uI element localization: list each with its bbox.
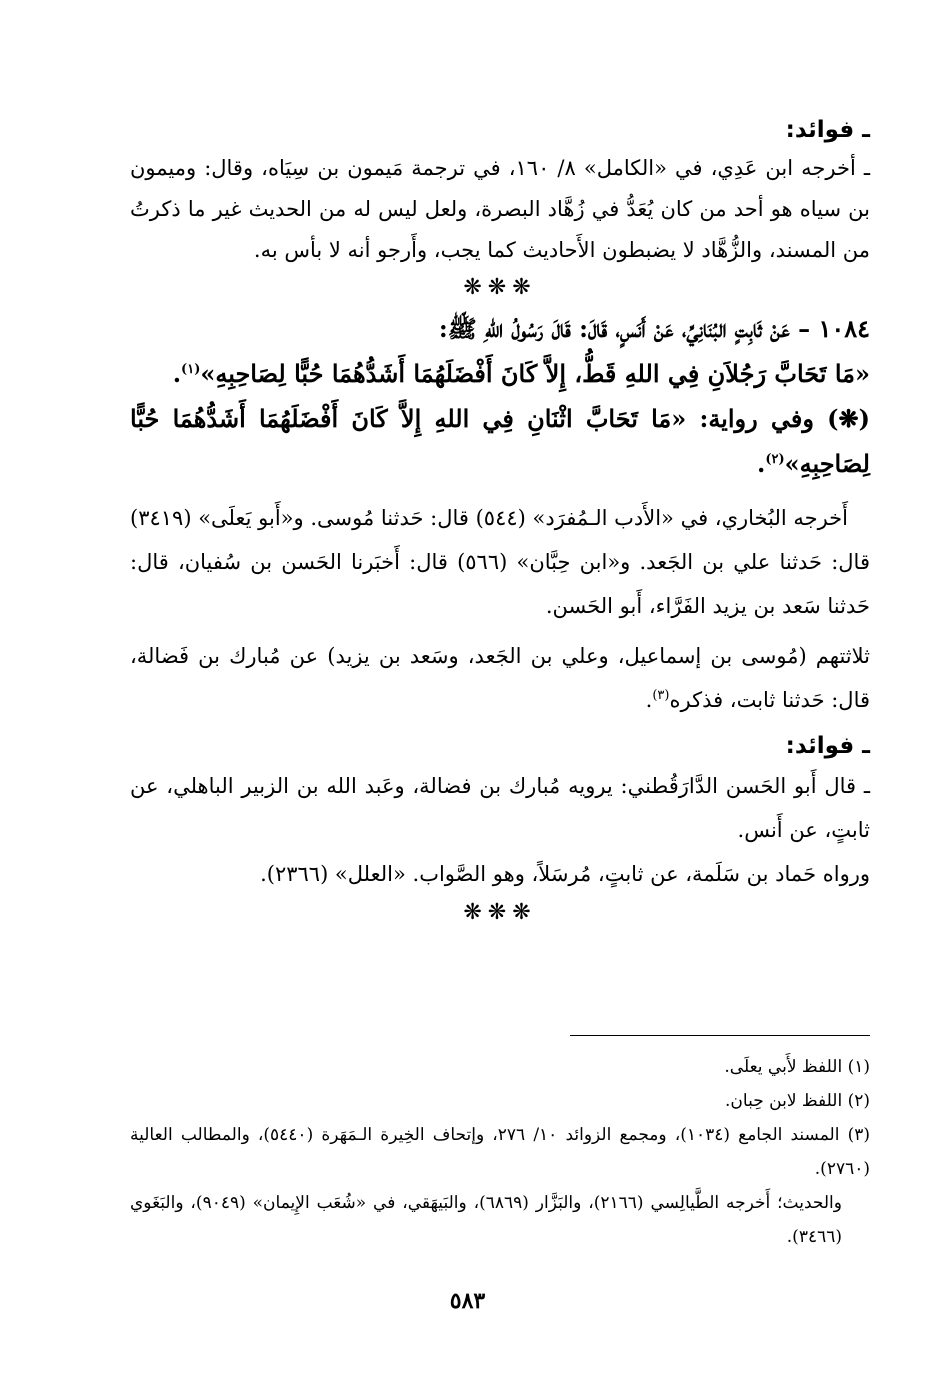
chain-paragraph <box>130 634 870 722</box>
section-separator-2: ❋❋❋ <box>463 900 537 925</box>
fawaid-paragraph: ـ أخرجه ابن عَدِي، في «الكامل» ٨/ ١٦٠، في ترجمة مَيمون بن سِيَاه، وقال: وميمون بن سياه هو أحد من كان يُعَدُّ في زُهَّاد البصرة، ولعل ليس له من الحديث غير ما ذكرتُ من المسند، والزُّهَّاد لا يضبطون الأَحاديث كما يجب، وأَرجو أنه لا بأس به. <box>130 156 870 262</box>
footnote-divider <box>570 1035 870 1036</box>
daraqutni-paragraph: ـ قال أَبو الحَسن الدَّارَقُطني: يرويه مُبارك بن فضالة، وعَبد الله بن الزبير الباهلي، عن ثابتٍ، عن أَنس. <box>130 774 870 842</box>
footnote-2: (٢) اللفظ لابن حِبان. <box>725 1091 870 1111</box>
fawaid-heading-2: ـ فوائد: <box>785 733 870 759</box>
section-separator: ❋❋❋ <box>463 275 537 300</box>
chain-end: . <box>645 688 653 712</box>
hadith-text <box>130 351 870 396</box>
riwaya-end: . <box>756 449 766 478</box>
footnote-ref-2: (٢) <box>765 452 785 467</box>
hadith-matn: «مَا تَحَابَّ رَجُلاَنِ فِي اللهِ قَطُّ، إِلاَّ كَانَ أَفْضَلَهُمَا أَشَدُّهُمَا حُبًّا لِصَاحِبِهِ» <box>200 359 870 388</box>
main-text <box>130 112 870 931</box>
riwaya-matn: (❋) وفي رواية: «مَا تَحَابَّ اثْنَانِ فِي اللهِ إِلاَّ كَانَ أَفْضَلَهُمَا أَشَدُّهُمَا حُبًّا لِصَاحِبِهِ» <box>130 404 870 478</box>
footnote-3-continuation: والحديث؛ أَخرجه الطَّيالِسي (٢١٦٦)، والبَزَّار (٦٨٦٩)، والبَيهَقي، في «شُعَب الإِيمان» (٩٠٤٩)، والبَغَوي (٣٤٦٦). <box>130 1193 842 1247</box>
footnotes <box>130 1050 870 1254</box>
takhrij-paragraph: أَخرجه البُخاري، في «الأَدب الـمُفرَد» (٥٤٤) قال: حَدثنا مُوسى. و«أَبو يَعلَى» (٣٤١٩) قال: حَدثنا علي بن الجَعد. و«ابن حِبَّان» (٥٦٦) قال: أَخبَرنا الحَسن بن سُفيان، قال: حَدثنا سَعد بن يزيد الفَرَّاء، أَبو الحَسن. <box>130 506 870 618</box>
footnote-3: (٣) المسند الجامع (١٠٣٤)، ومجمع الزوائد ١٠/ ٢٧٦، وإتحاف الخِيرة الـمَهَرة (٥٤٤٠)، والمطالب العالية (٢٧٦٠). <box>130 1125 870 1179</box>
hadith-text-end: . <box>172 359 182 388</box>
footnote-1: (١) اللفظ لأَبي يعلَى. <box>724 1057 870 1077</box>
footnote-ref-1: (١) <box>181 362 201 377</box>
footnote-ref-3: (٣) <box>652 688 670 703</box>
mursal-paragraph: ورواه حَماد بن سَلَمة، عن ثابتٍ، مُرسَلاً، وهو الصَّواب. «العلل» (٢٣٦٦). <box>260 862 870 886</box>
hadith-intro: ١٠٨٤ – عَنْ ثَابِتٍ البُنَانِيِّ، عَنْ أَنَسٍ، قَالَ: قَالَ رَسُولُ اللهِ ﷺ: <box>438 314 870 343</box>
chain-text: ثلاثتهم (مُوسى بن إسماعيل، وعلي بن الجَعد، وسَعد بن يزيد) عن مُبارك بن فَضالة، قال: حَدثنا ثابت، فذكره <box>130 644 870 712</box>
fawaid-heading: ـ فوائد: <box>785 117 870 143</box>
page-number: ٥٨٣ <box>449 1288 486 1314</box>
hadith-riwaya <box>130 396 870 486</box>
